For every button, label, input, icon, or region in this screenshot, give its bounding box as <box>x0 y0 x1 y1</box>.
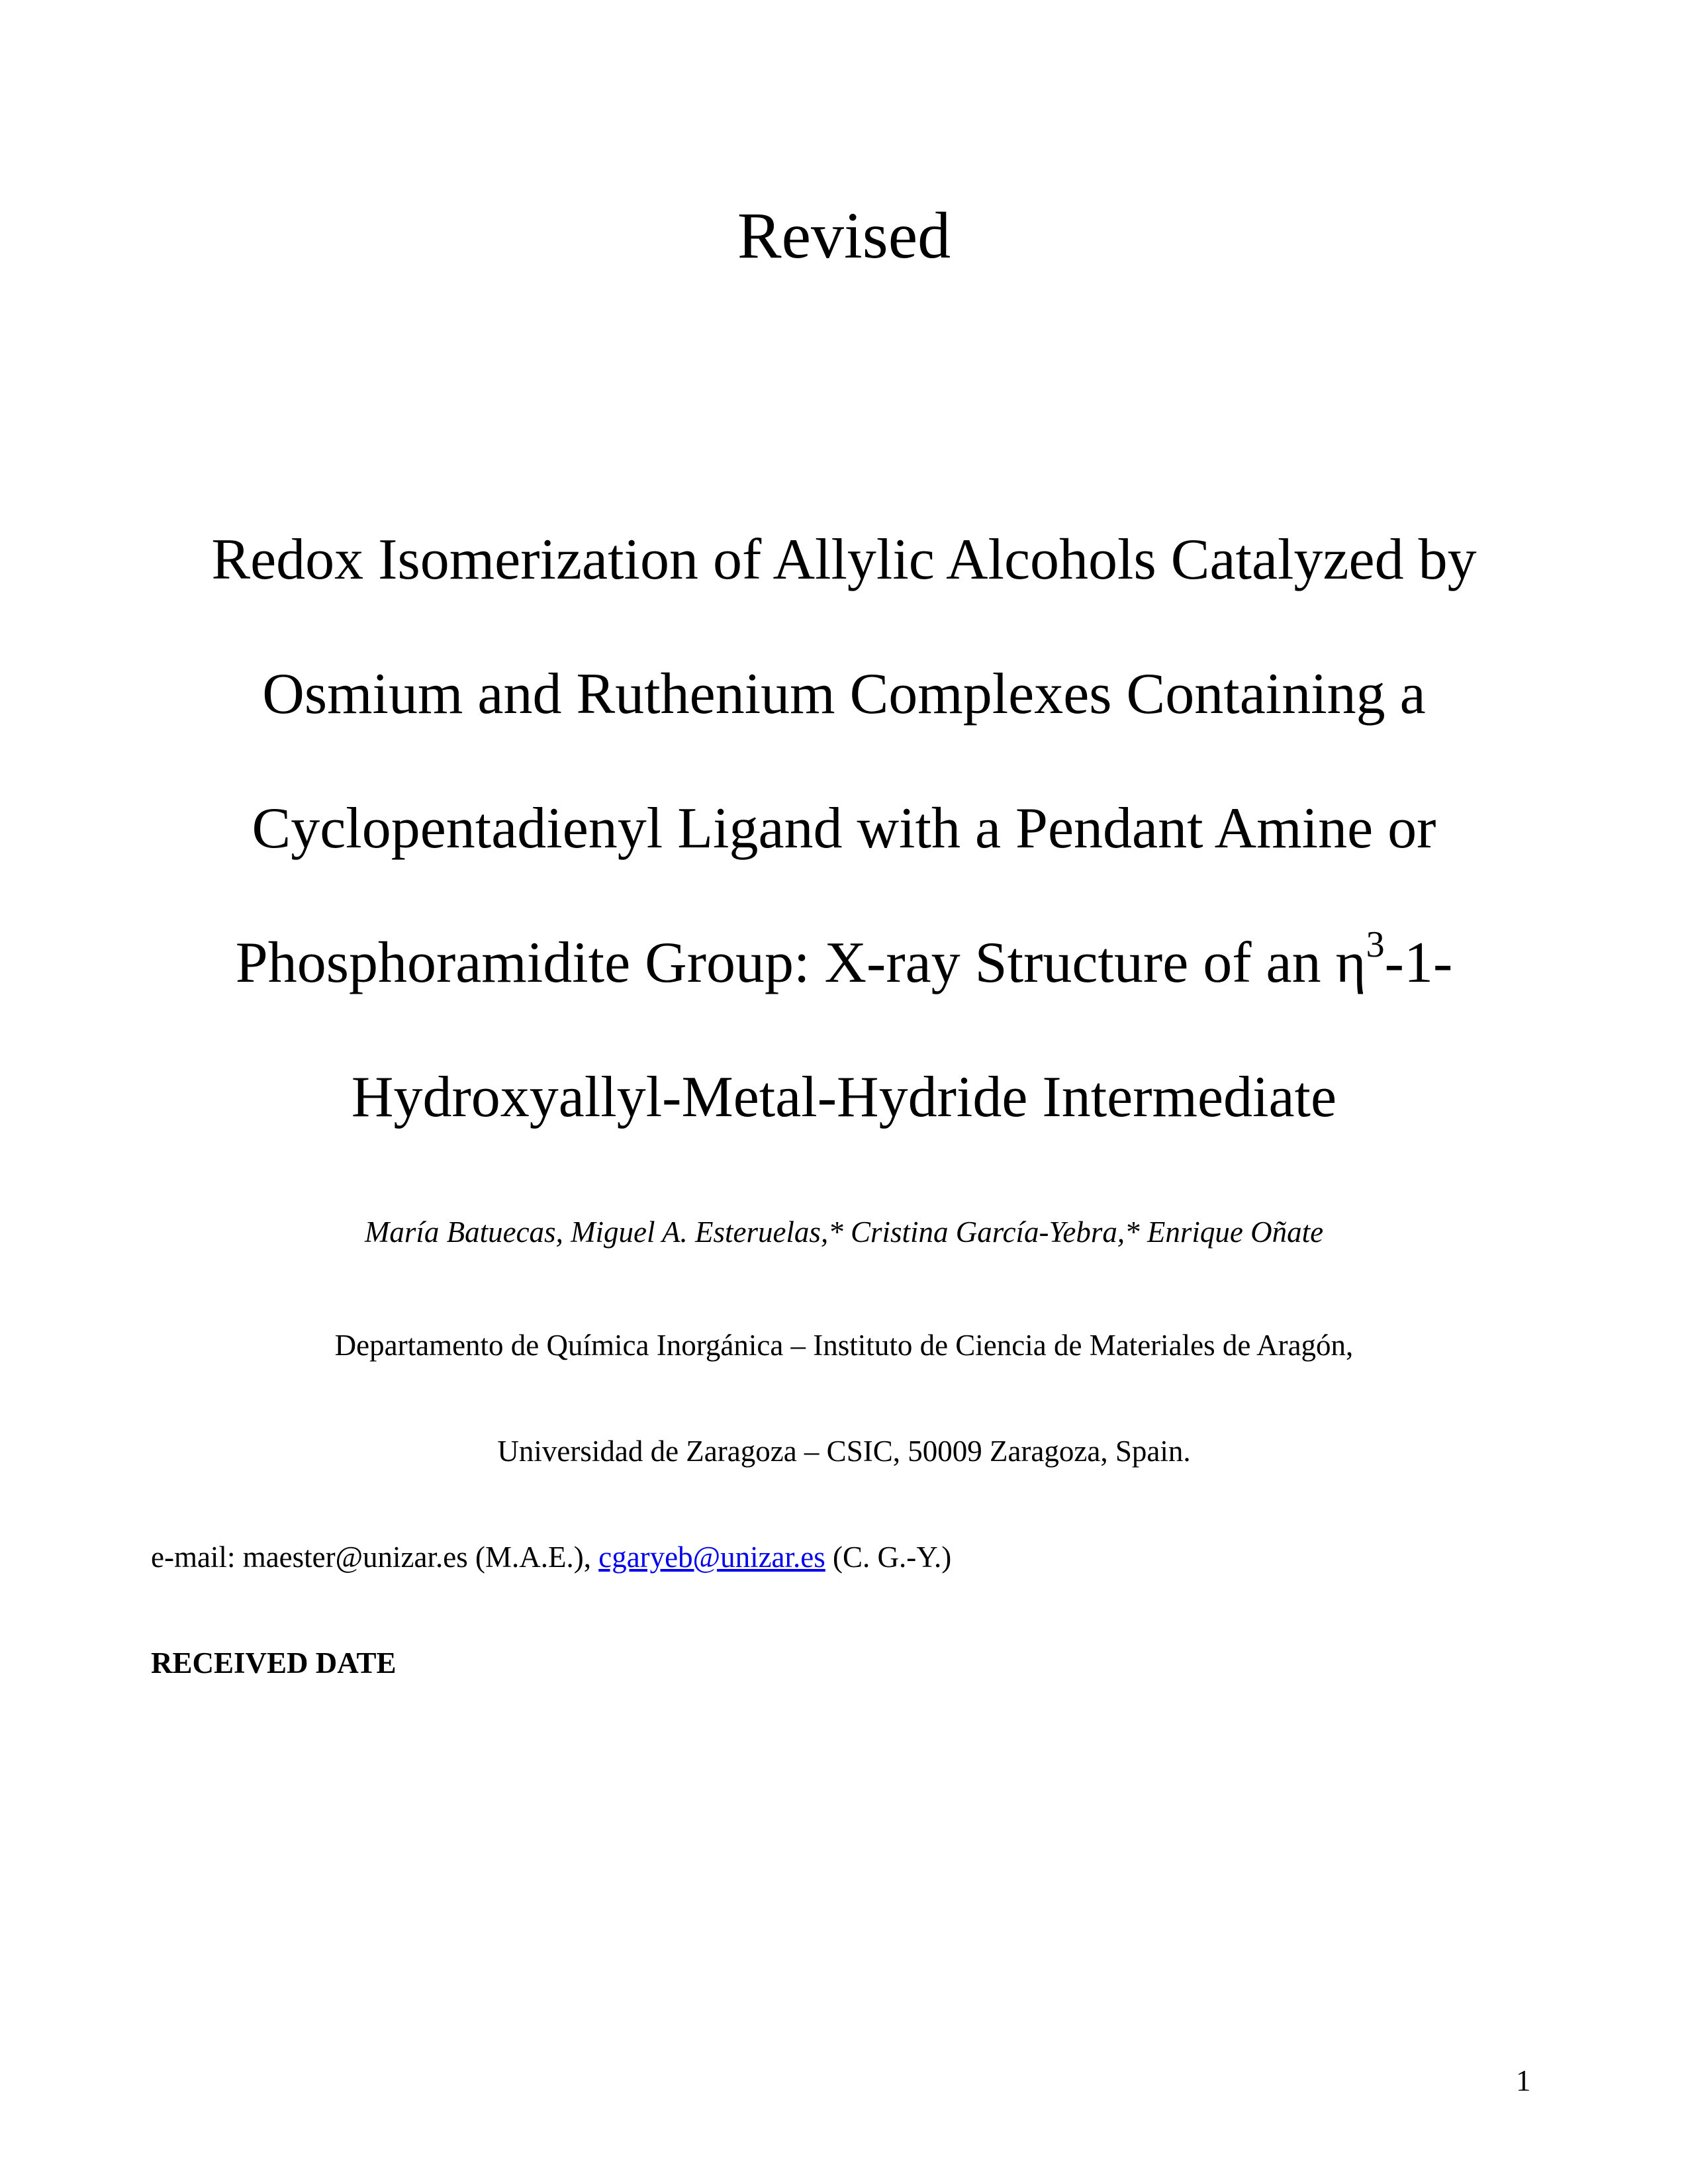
paper-title <box>132 493 1556 1164</box>
affiliation-line-1: Departamento de Química Inorgánica – Instituto de Ciencia de Materiales de Aragón, <box>334 1329 1354 1362</box>
email-link-cgaryeb[interactable]: cgaryeb@unizar.es <box>598 1541 825 1574</box>
email-suffix: (C. G.-Y.) <box>825 1541 952 1574</box>
email-prefix: e-mail: maester@unizar.es (M.A.E.), <box>151 1541 599 1574</box>
title-line-3: Cyclopentadienyl Ligand with a Pendant Amine or <box>252 796 1436 861</box>
author-list: María Batuecas, Miguel A. Esteruelas,* Cristina García-Yebra,* Enrique Oñate <box>364 1215 1324 1249</box>
affiliation-line-2: Universidad de Zaragoza – CSIC, 50009 Zaragoza, Spain. <box>497 1435 1191 1468</box>
title-line-4-suffix: -1- <box>1384 931 1453 995</box>
title-line-4 <box>132 896 1556 1030</box>
received-date-label: RECEIVED DATE <box>151 1646 397 1680</box>
hapticity-superscript: 3 <box>1366 924 1385 965</box>
title-line-4-prefix: Phosphoramidite Group: X-ray Structure of an η <box>235 931 1366 995</box>
revision-status-label: Revised <box>737 199 951 272</box>
title-line-1: Redox Isomerization of Allylic Alcohols Catalyzed by <box>211 528 1477 592</box>
title-line-2: Osmium and Ruthenium Complexes Containing a <box>262 662 1426 726</box>
contact-email-line <box>151 1538 951 1576</box>
title-line-5: Hydroxyallyl-Metal-Hydride Intermediate <box>351 1065 1337 1129</box>
page-number: 1 <box>1516 2064 1531 2097</box>
